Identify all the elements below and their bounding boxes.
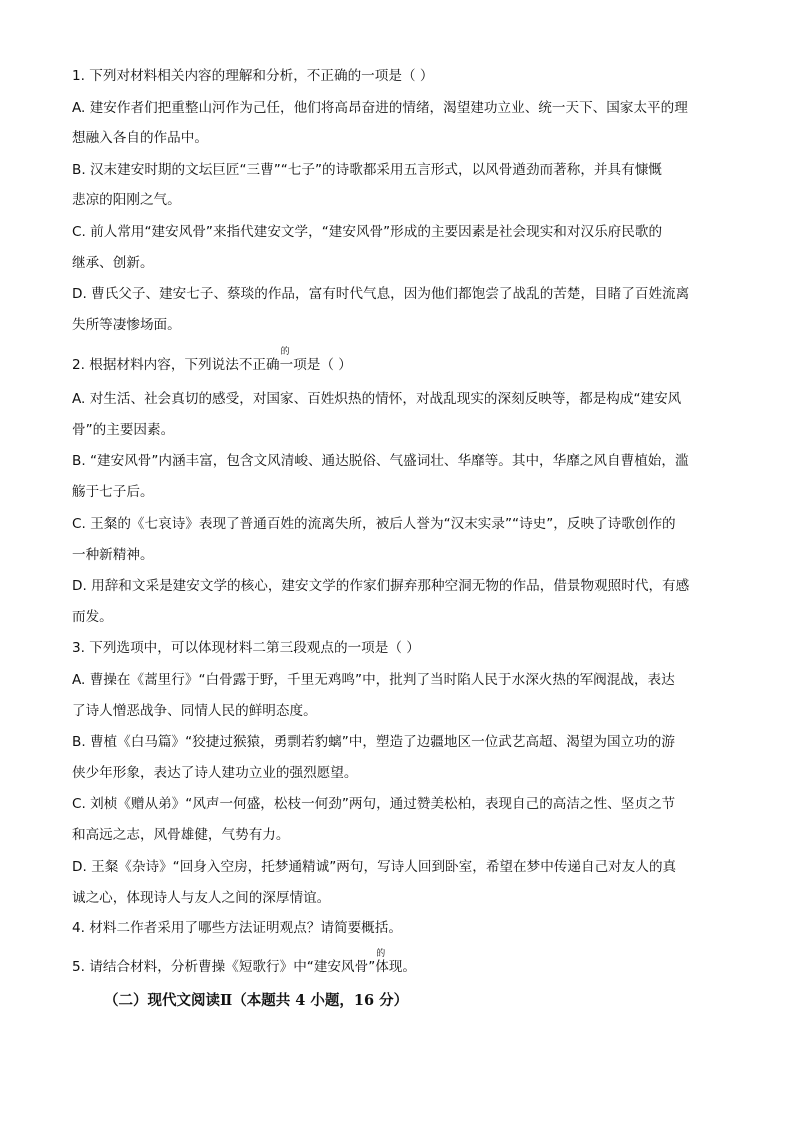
question-3-option-b-cont: 侠少年形象，表达了诗人建功立业的强烈愿望。 bbox=[72, 765, 358, 781]
question-2-stem-end: 一项是（ ） bbox=[279, 357, 352, 373]
question-1-stem: 1. 下列对材料相关内容的理解和分析，不正确的一项是（ ） bbox=[72, 68, 434, 84]
question-2-option-b: B. “建安风骨”内涵丰富，包含文风清峻、通达脱俗、气盛词壮、华靡等。其中，华靡之风自曹植始，滥 bbox=[72, 453, 689, 469]
question-2-option-b-cont: 觞于七子后。 bbox=[72, 484, 154, 500]
question-2-option-d-cont: 而发。 bbox=[72, 609, 113, 625]
question-3-option-d: D. 王粲《杂诗》“回身入空房，托梦通精诚”两句，写诗人回到卧室，希望在梦中传递自己对友人的真 bbox=[72, 859, 677, 875]
question-1-option-d-cont: 失所等凄惨场面。 bbox=[72, 317, 181, 333]
question-3-option-a: A. 曹操在《蒿里行》“白骨露于野，千里无鸡鸣”中，批判了当时陷人民于水深火热的军阀混战，表达 bbox=[72, 672, 675, 688]
section-heading: （二）现代文阅读Ⅱ（本题共 4 小题，16 分） bbox=[104, 992, 409, 1009]
question-3-option-b: B. 曹植《白马篇》“狡捷过猴猿，勇剽若豹螭”中，塑造了边疆地区一位武艺高超、渴望为国立功的游 bbox=[72, 734, 675, 750]
question-1-option-b-cont: 悲凉的阳刚之气。 bbox=[72, 192, 181, 208]
question-5-stem bbox=[72, 949, 724, 977]
question-5-stem-ruby: 的 bbox=[376, 949, 386, 959]
question-1-option-a-cont: 想融入各自的作品中。 bbox=[72, 130, 208, 146]
question-2-stem-start: 2. 根据材料内容，下列说法不正确 bbox=[72, 357, 280, 373]
question-3-stem: 3. 下列选项中，可以体现材料二第三段观点的一项是（ ） bbox=[72, 640, 420, 656]
question-4-stem: 4. 材料二作者采用了哪些方法证明观点？请简要概括。 bbox=[72, 920, 402, 936]
question-3-option-d-cont: 诚之心，体现诗人与友人之间的深厚情谊。 bbox=[72, 890, 331, 906]
question-3-option-c-cont: 和高远之志，风骨雄健，气势有力。 bbox=[72, 827, 290, 843]
question-2-option-d: D. 用辞和文采是建安文学的核心，建安文学的作家们摒弃那种空洞无物的作品，借景物观照时代，有感 bbox=[72, 578, 690, 594]
question-5-stem-start: 5. 请结合材料，分析曹操《短歌行》中“建安风骨” bbox=[72, 959, 376, 975]
question-1-option-c-cont: 继承、创新。 bbox=[72, 255, 154, 271]
question-3-option-a-cont: 了诗人憎恶战争、同情人民的鲜明态度。 bbox=[72, 703, 317, 719]
question-5-stem-end: 体现。 bbox=[375, 959, 417, 975]
question-2-stem bbox=[72, 347, 724, 375]
question-1-option-a: A. 建安作者们把重整山河作为己任，他们将高昂奋进的情绪，渴望建功立业、统一天下、国家太平的理 bbox=[72, 100, 688, 116]
question-2-option-a: A. 对生活、社会真切的感受，对国家、百姓炽热的情怀，对战乱现实的深刻反映等，都是构成“建安风 bbox=[72, 391, 682, 407]
question-1-option-b: B. 汉末建安时期的文坛巨匠“三曹”“七子”的诗歌都采用五言形式，以风骨遒劲而著称，并具有慷慨 bbox=[72, 162, 662, 178]
question-2-option-a-cont: 骨”的主要因素。 bbox=[72, 422, 175, 438]
question-1-option-c: C. 前人常用“建安风骨”来指代建安文学，“建安风骨”形成的主要因素是社会现实和对汉乐府民歌的 bbox=[72, 224, 663, 240]
question-3-option-c: C. 刘桢《赠从弟》“风声一何盛，松枝一何劲”两句，通过赞美松柏，表现自己的高洁之性、坚贞之节 bbox=[72, 796, 676, 812]
question-1-option-d: D. 曹氏父子、建安七子、蔡琰的作品，富有时代气息，因为他们都饱尝了战乱的苦楚，目睹了百姓流离 bbox=[72, 286, 690, 302]
question-2-option-c: C. 王粲的《七哀诗》表现了普通百姓的流离失所，被后人誉为“汉末实录”“诗史”，反映了诗歌创作的 bbox=[72, 516, 676, 532]
question-2-option-c-cont: 一种新精神。 bbox=[72, 547, 154, 563]
question-2-stem-ruby: 的 bbox=[280, 347, 290, 357]
